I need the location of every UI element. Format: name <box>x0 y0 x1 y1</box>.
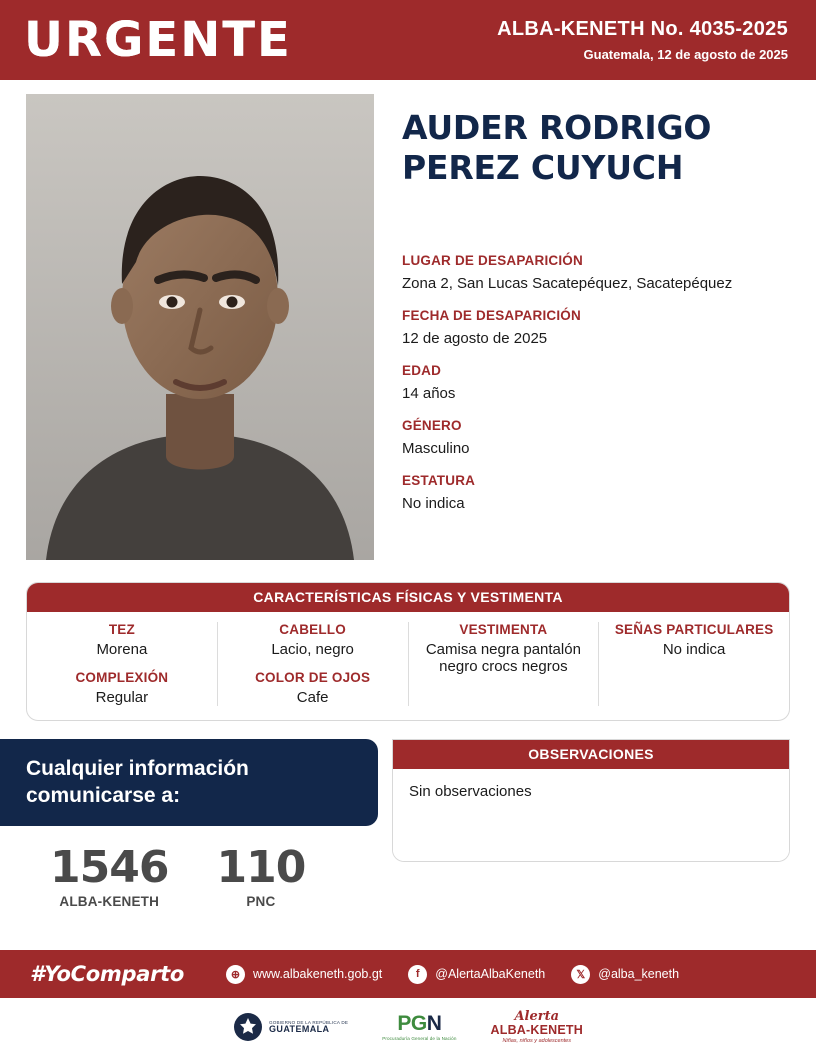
char-item-tez <box>33 622 211 658</box>
social-links <box>226 965 679 984</box>
field-value-lugar: Zona 2, San Lucas Sacatepéquez, Sacatepéquez <box>402 274 733 292</box>
case-date: Guatemala, 12 de agosto de 2025 <box>583 47 788 62</box>
main-content <box>0 80 816 560</box>
field-label-genero: GÉNERO <box>402 417 462 433</box>
globe-icon: ⊕ <box>226 965 245 984</box>
char-label-vestimenta: VESTIMENTA <box>459 622 548 637</box>
person-name-line1: AUDER RODRIGO <box>402 108 712 147</box>
photo-illustration <box>26 94 374 560</box>
contact-number-pnc[interactable] <box>216 841 306 909</box>
case-info <box>497 18 792 62</box>
field-label-fecha: FECHA DE DESAPARICIÓN <box>402 307 581 323</box>
characteristics-box <box>26 582 790 721</box>
observations-box <box>392 739 790 862</box>
char-label-color-ojos: COLOR DE OJOS <box>255 670 371 685</box>
case-number: ALBA-KENETH No. 4035-2025 <box>497 18 788 40</box>
lower-section <box>26 739 790 909</box>
urgent-banner-text: URGENTE <box>24 12 292 68</box>
char-value-cabello: Lacio, negro <box>271 641 354 658</box>
person-info <box>374 94 790 560</box>
field-label-estatura: ESTATURA <box>402 472 476 488</box>
characteristics-title: CARACTERÍSTICAS FÍSICAS Y VESTIMENTA <box>27 583 789 612</box>
contact-number-alba-value: 1546 <box>50 841 169 893</box>
field-label-lugar: LUGAR DE DESAPARICIÓN <box>402 252 583 268</box>
social-website[interactable] <box>226 965 382 984</box>
char-label-cabello: CABELLO <box>279 622 346 637</box>
contact-section <box>26 739 378 909</box>
contact-number-pnc-label: PNC <box>246 893 276 909</box>
char-item-vestimenta <box>415 622 593 675</box>
field-value-genero: Masculino <box>402 439 470 457</box>
char-value-senas: No indica <box>662 641 726 658</box>
alba-keneth-alerta: Alerta <box>514 1009 560 1024</box>
contact-banner <box>0 739 378 826</box>
char-label-complexion: COMPLEXIÓN <box>75 670 169 685</box>
pgn-letter-p: P <box>397 1012 411 1035</box>
government-logo <box>233 1012 348 1042</box>
page-header <box>0 0 816 80</box>
pgn-logo-main <box>397 1013 441 1034</box>
char-item-color-ojos <box>224 670 402 706</box>
social-twitter-text: @alba_keneth <box>598 967 680 981</box>
government-logo-small: GOBIERNO DE LA REPÚBLICA DE <box>269 1019 349 1025</box>
char-label-tez: TEZ <box>108 622 135 637</box>
person-name-line2: PEREZ CUYUCH <box>402 148 684 188</box>
observations-body: Sin observaciones <box>393 769 789 861</box>
char-value-vestimenta: Camisa negra pantalón negro crocs negros <box>425 641 581 675</box>
field-value-fecha: 12 de agosto de 2025 <box>402 329 548 347</box>
facebook-icon: f <box>408 965 427 984</box>
char-value-tez: Morena <box>96 641 148 658</box>
social-facebook[interactable] <box>408 965 545 984</box>
alba-keneth-logo <box>491 1010 583 1044</box>
social-website-text: www.albakeneth.gob.gt <box>253 967 383 981</box>
characteristics-column-3 <box>409 622 600 706</box>
char-item-senas <box>605 622 783 658</box>
x-twitter-icon: 𝕏 <box>571 965 590 984</box>
contact-number-alba[interactable] <box>50 841 169 909</box>
page-footer <box>0 950 816 998</box>
government-logo-big: GUATEMALA <box>269 1023 330 1034</box>
social-facebook-text: @AlertaAlbaKeneth <box>435 967 546 981</box>
contact-numbers <box>26 841 378 909</box>
char-value-color-ojos: Cafe <box>296 689 329 706</box>
char-item-cabello <box>224 622 402 658</box>
characteristics-grid <box>27 612 789 720</box>
social-twitter[interactable] <box>571 965 679 984</box>
char-item-complexion <box>33 670 211 706</box>
contact-number-pnc-value: 110 <box>216 841 306 893</box>
characteristics-column-2 <box>218 622 409 706</box>
pgn-logo-sub: Procuraduría General de la Nación <box>382 1036 457 1041</box>
field-value-estatura: No indica <box>402 494 465 512</box>
field-value-edad: 14 años <box>402 384 456 402</box>
government-logo-text <box>269 1020 348 1035</box>
characteristics-column-1 <box>27 622 218 706</box>
missing-person-photo <box>26 94 374 560</box>
logo-bar <box>0 998 816 1056</box>
char-value-complexion: Regular <box>95 689 149 706</box>
pgn-logo <box>382 1013 456 1041</box>
pgn-letter-n: N <box>426 1012 442 1035</box>
observations-title: OBSERVACIONES <box>393 740 789 769</box>
alba-keneth-name: ALBA-KENETH <box>490 1023 583 1037</box>
hashtag-text: #YoComparto <box>30 962 184 986</box>
characteristics-column-4 <box>599 622 789 706</box>
alba-keneth-sub: Niñas, niños y adolescentes <box>502 1037 571 1044</box>
contact-banner-line1: Cualquier información <box>26 757 249 780</box>
field-label-edad: EDAD <box>402 362 442 378</box>
char-label-senas: SEÑAS PARTICULARES <box>614 622 774 637</box>
guatemala-emblem-icon <box>233 1012 263 1042</box>
contact-banner-line2: comunicarse a: <box>26 784 181 808</box>
contact-number-alba-label: ALBA-KENETH <box>59 893 160 909</box>
pgn-letter-g: G <box>410 1012 427 1035</box>
